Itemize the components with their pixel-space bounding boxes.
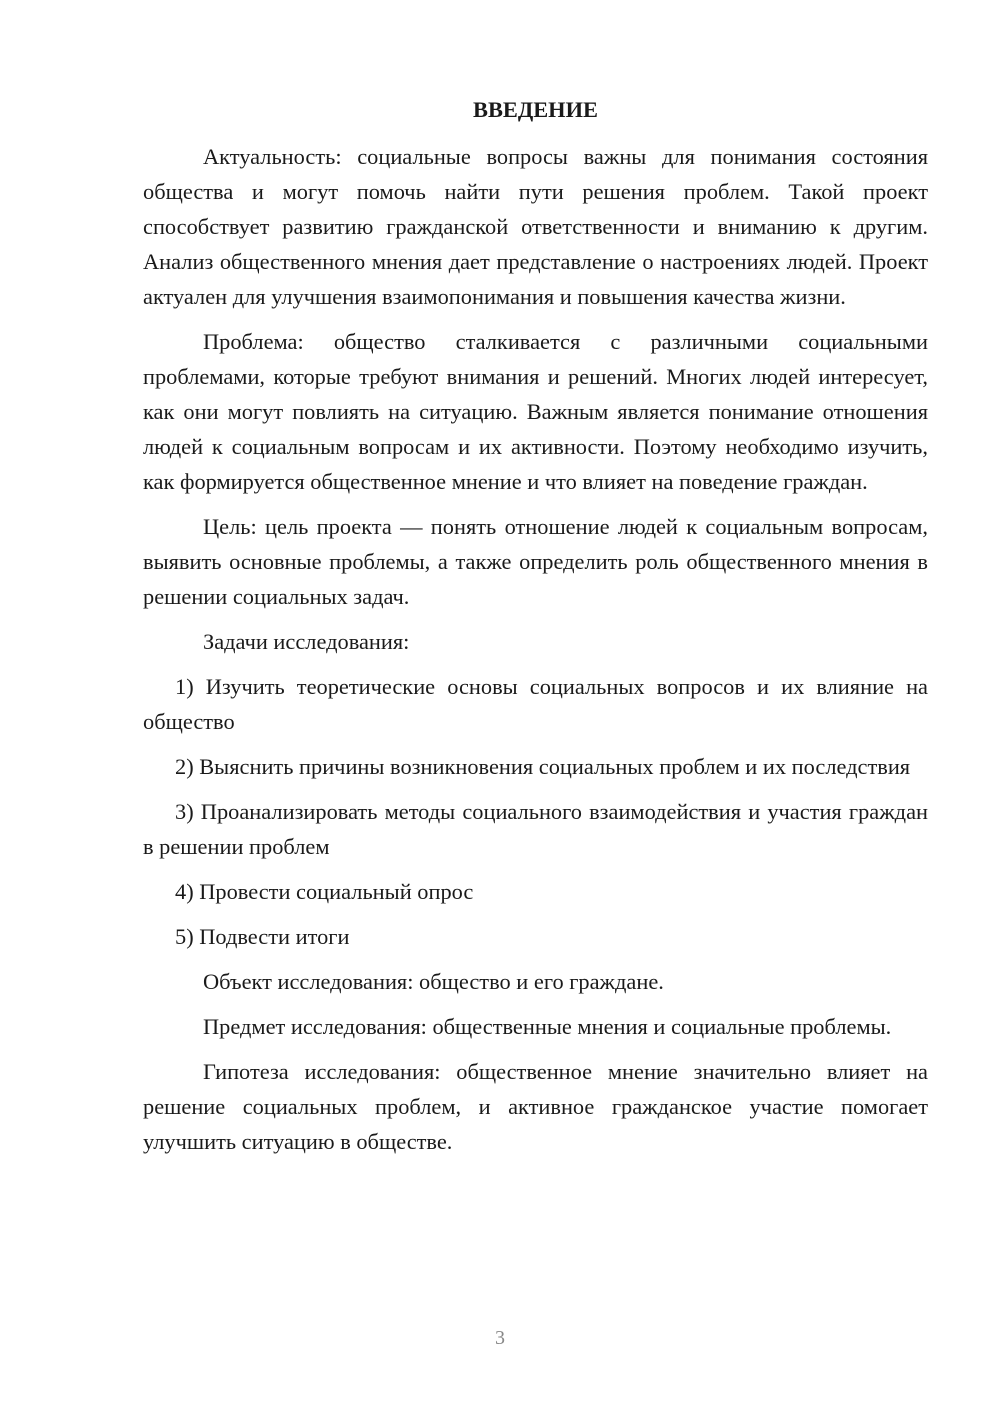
task-item-3: 3) Проанализировать методы социального взаимодействия и участия граждан в решении проблем (143, 799, 928, 859)
task-item-2: 2) Выяснить причины возникновения социальных проблем и их последствия (175, 754, 911, 779)
page-number: 3 (495, 1327, 505, 1349)
goal-paragraph: Цель: цель проекта — понять отношение людей к социальным вопросам, выявить основные проблемы, а также определить роль общественного мнения в решении социальных задач. (143, 514, 928, 609)
task-item-4: 4) Провести социальный опрос (175, 879, 474, 904)
subject-paragraph: Предмет исследования: общественные мнения и социальные проблемы. (203, 1014, 892, 1039)
hypothesis-paragraph: Гипотеза исследования: общественное мнение значительно влияет на решение социальных проблем, и активное гражданское участие помогает улучшить ситуацию в обществе. (143, 1059, 928, 1154)
object-paragraph: Объект исследования: общество и его граждане. (203, 969, 664, 994)
problem-paragraph: Проблема: общество сталкивается с различными социальными проблемами, которые требуют внимания и решений. Многих людей интересует, как они могут повлиять на ситуацию. Важным является понимание отношения людей к социальным вопросам и их активности. Поэтому необходимо изучить, как формируется общественное мнение и что влияет на поведение граждан. (143, 329, 928, 494)
relevance-paragraph: Актуальность: социальные вопросы важны для понимания состояния общества и могут помочь найти пути решения проблем. Такой проект способствует развитию гражданской ответственности и вниманию к другим. Анализ общественного мнения дает представление о настроениях людей. Проект актуален для улучшения взаимопонимания и повышения качества жизни. (143, 144, 928, 309)
task-item-5: 5) Подвести итоги (175, 924, 350, 949)
document-page (143, 92, 928, 1159)
tasks-heading: Задачи исследования: (203, 629, 410, 654)
task-item-1: 1) Изучить теоретические основы социальных вопросов и их влияние на общество (143, 674, 928, 734)
page-title: ВВЕДЕНИЕ (473, 97, 598, 122)
